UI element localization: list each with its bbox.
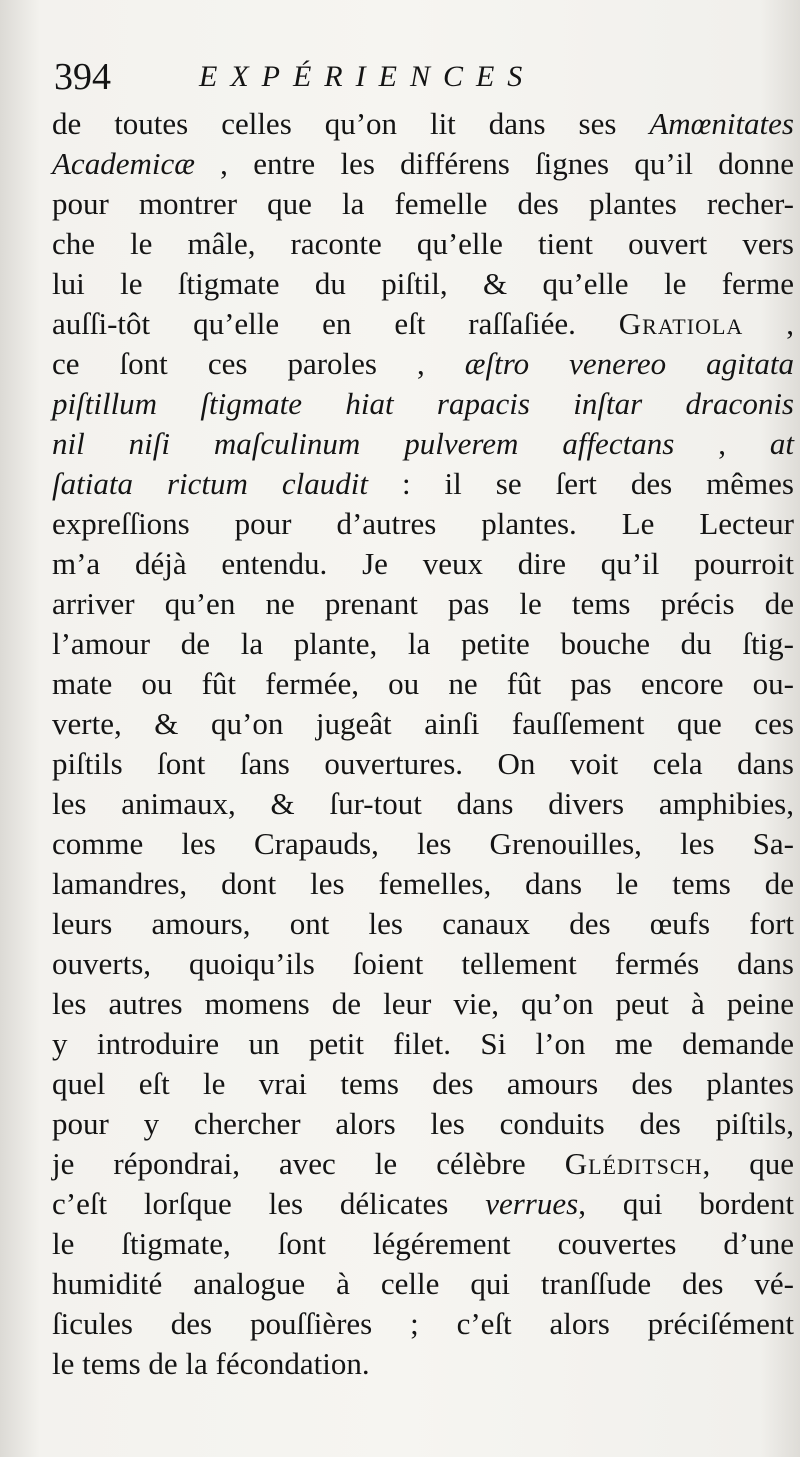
- text-segment: ſicules des pouſſières ; c’eſt alors préciſément: [52, 1306, 794, 1341]
- text-segment: , entre les différens ſignes qu’il donne: [194, 146, 794, 181]
- text-segment: m’a déjà entendu. Je veux dire qu’il pourroit: [52, 546, 794, 581]
- text-line: [52, 504, 794, 544]
- text-segment: , que: [702, 1146, 794, 1181]
- text-line: [52, 1344, 794, 1384]
- text-line: [52, 1184, 794, 1224]
- text-line: [52, 1144, 794, 1184]
- text-segment: les autres momens de leur vie, qu’on peut à peine: [52, 986, 794, 1021]
- text-line: [52, 1224, 794, 1264]
- text-line: [52, 1024, 794, 1064]
- text-segment: mate ou fût fermée, ou ne fût pas encore ou-: [52, 666, 794, 701]
- text-line: [52, 1104, 794, 1144]
- text-segment: comme les Crapauds, les Grenouilles, les Sa-: [52, 826, 794, 861]
- text-segment: humidité analogue à celle qui tranſſude des vé-: [52, 1266, 794, 1301]
- text-line: [52, 464, 794, 504]
- text-line: [52, 784, 794, 824]
- text-line: [52, 584, 794, 624]
- text-segment: verte, & qu’on jugeât ainſi fauſſement que ces: [52, 706, 794, 741]
- text-line: [52, 544, 794, 584]
- text-line: [52, 344, 794, 384]
- text-segment: Gratiola: [618, 306, 744, 341]
- text-line: [52, 984, 794, 1024]
- text-segment: pour montrer que la femelle des plantes recher-: [52, 186, 794, 221]
- text-segment: Gléditsch: [564, 1146, 703, 1181]
- text-segment: lamandres, dont les femelles, dans le tems de: [52, 866, 794, 901]
- text-segment: æſtro venereo agitata: [464, 346, 794, 381]
- text-line: [52, 1064, 794, 1104]
- text-segment: expreſſions pour d’autres plantes. Le Lecteur: [52, 506, 794, 541]
- text-line: [52, 104, 794, 144]
- body-text: [52, 104, 794, 1384]
- running-title: EXPÉRIENCES: [199, 60, 536, 93]
- text-line: [52, 664, 794, 704]
- text-segment: pour y chercher alors les conduits des piſtils,: [52, 1106, 794, 1141]
- text-line: [52, 704, 794, 744]
- text-segment: ,: [674, 426, 770, 461]
- text-segment: c’eſt lorſque les délicates: [52, 1186, 486, 1221]
- text-segment: ,: [743, 306, 794, 341]
- text-segment: le tems de la fécondation.: [52, 1346, 370, 1381]
- text-segment: le ſtigmate, ſont légérement couvertes d’une: [52, 1226, 794, 1261]
- text-segment: arriver qu’en ne prenant pas le tems précis de: [52, 586, 794, 621]
- text-line: [52, 304, 794, 344]
- text-segment: at: [769, 426, 794, 461]
- text-segment: de toutes celles qu’on lit dans ses: [52, 106, 650, 141]
- text-segment: y introduire un petit filet. Si l’on me demande: [52, 1026, 794, 1061]
- text-segment: ouverts, quoiqu’ils ſoient tellement fermés dans: [52, 946, 794, 981]
- text-line: [52, 424, 794, 464]
- text-segment: : il se ſert des mêmes: [367, 466, 794, 501]
- text-line: [52, 944, 794, 984]
- text-segment: lui le ſtigmate du piſtil, & qu’elle le ferme: [52, 266, 794, 301]
- text-segment: les animaux, & ſur-tout dans divers amphibies,: [52, 786, 794, 821]
- text-segment: Academicæ: [52, 146, 195, 181]
- text-line: [52, 144, 794, 184]
- text-segment: l’amour de la plante, la petite bouche du ſtig-: [52, 626, 794, 661]
- text-line: [52, 744, 794, 784]
- text-line: [52, 224, 794, 264]
- text-segment: quel eſt le vrai tems des amours des plantes: [52, 1066, 794, 1101]
- text-line: [52, 384, 794, 424]
- text-segment: nil niſi maſculinum pulverem affectans: [52, 426, 675, 461]
- text-line: [52, 1304, 794, 1344]
- text-segment: ſatiata rictum claudit: [52, 466, 368, 501]
- text-segment: , qui bordent: [578, 1186, 794, 1221]
- text-segment: Amœnitates: [649, 106, 794, 141]
- text-segment: je répondrai, avec le célèbre: [52, 1146, 565, 1181]
- text-line: [52, 184, 794, 224]
- text-line: [52, 904, 794, 944]
- text-line: [52, 264, 794, 304]
- text-segment: piſtillum ſtigmate hiat rapacis inſtar draconis: [52, 386, 794, 421]
- text-line: [52, 624, 794, 664]
- text-segment: verrues: [485, 1186, 579, 1221]
- text-line: [52, 864, 794, 904]
- text-segment: che le mâle, raconte qu’elle tient ouvert vers: [52, 226, 794, 261]
- running-head: [54, 52, 754, 102]
- text-segment: piſtils ſont ſans ouvertures. On voit cela dans: [52, 746, 794, 781]
- text-line: [52, 1264, 794, 1304]
- text-line: [52, 824, 794, 864]
- page-number: 394: [54, 56, 111, 98]
- text-segment: ce ſont ces paroles ,: [52, 346, 465, 381]
- text-segment: auſſi-tôt qu’elle en eſt raſſaſiée.: [52, 306, 619, 341]
- text-segment: leurs amours, ont les canaux des œufs fort: [52, 906, 794, 941]
